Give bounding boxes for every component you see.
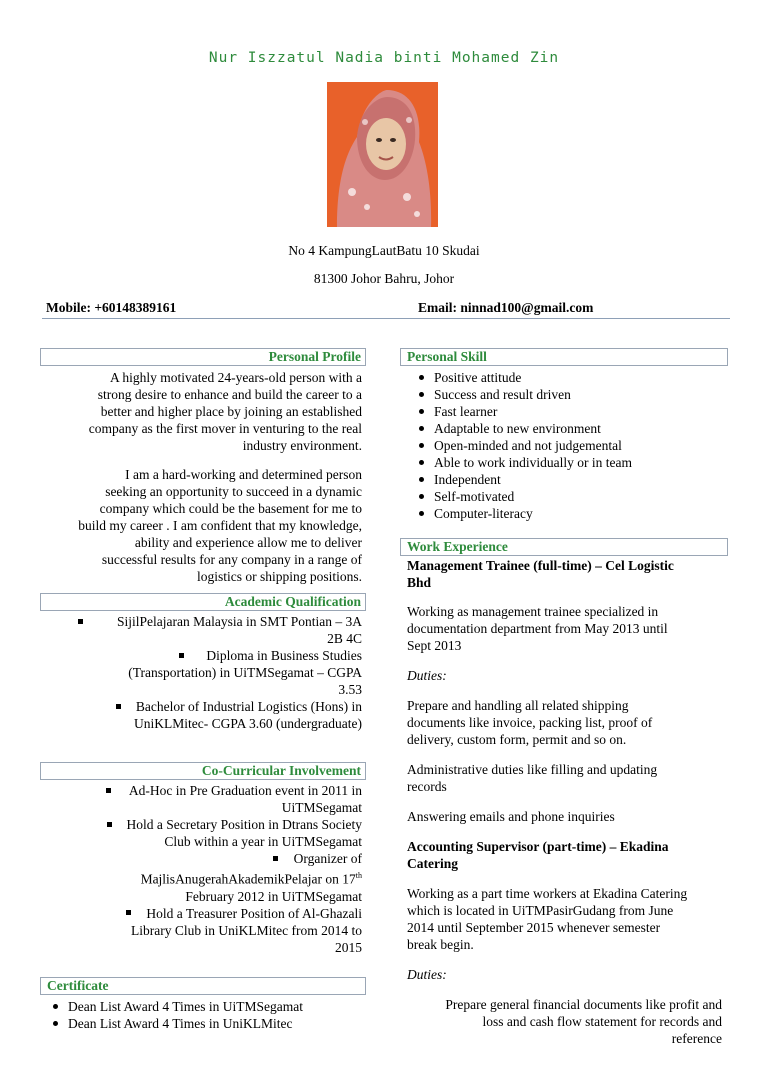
bullet-icon [419,511,424,516]
square-bullet-icon [106,788,111,793]
skill-item: Open-minded and not judgemental [408,437,728,454]
cocurricular-item-cont: February 2012 in UiTMSegamat [185,888,362,904]
duty-line: reference [671,1031,722,1046]
cocurricular-item-cont: Club within a year in UiTMSegamat [164,834,362,849]
personal-skill-list [408,369,728,522]
job-desc-line: Working as a part time workers at Ekadina Catering [407,886,688,901]
personal-skill-heading: Personal Skill [400,348,728,366]
personal-profile-text [42,369,362,585]
job-desc-line: 2014 until September 2015 whenever semester [407,920,661,935]
profile-line: industry environment. [242,438,362,453]
job-title-line: Accounting Supervisor (part-time) – Ekadina [407,839,669,854]
job-title-line: Management Trainee (full-time) – Cel Logistic [407,558,674,573]
square-bullet-icon [126,910,131,915]
job-desc-line: documentation department from May 2013 until [407,621,668,636]
candidate-name: Nur Iszzatul Nadia binti Mohamed Zin [208,50,560,66]
bullet-icon [53,1021,58,1026]
profile-line: better and higher place by joining an established [100,404,362,419]
cocurricular-item-cont: Library Club in UniKLMitec from 2014 to [131,922,362,938]
cocurricular-item-cont: 2015 [335,939,362,955]
profile-line: ability and experience allow me to deliver [134,535,362,550]
bullet-icon [419,426,424,431]
duty-line: records [407,779,447,794]
job-title-line: Bhd [407,575,432,590]
bullet-icon [419,443,424,448]
cocurricular-heading: Co-Curricular Involvement [40,762,366,780]
bullet-icon [419,392,424,397]
academic-item-cont: 3.53 [338,682,362,697]
profile-photo-image [327,82,438,227]
skill-item: Positive attitude [408,369,728,386]
bullet-icon [419,477,424,482]
profile-line: successful results for any company in a range of [101,552,362,567]
cocurricular-list [42,782,362,956]
cocurricular-item-cont: UiTMSegamat [281,800,362,815]
profile-line: A highly motivated 24-years-old person with a [110,370,362,385]
certificate-heading: Certificate [40,977,366,995]
address-line-2: 81300 Johor Bahru, Johor [313,271,455,286]
academic-item: SijilPelajaran Malaysia in SMT Pontian – 3A [42,613,362,630]
duty-line: loss and cash flow statement for records and [482,1014,722,1029]
duty-line: delivery, custom form, permit and so on. [407,732,627,747]
skill-item: Success and result driven [408,386,728,403]
work-experience-content [407,557,727,1047]
duties-label: Duties: [407,668,447,683]
skill-item: Computer-literacy [408,505,728,522]
academic-heading: Academic Qualification [40,593,366,611]
duty-line: Administrative duties like filling and updating [407,762,658,777]
bullet-icon [419,494,424,499]
job-desc-line: Sept 2013 [407,638,462,653]
profile-line: seeking an opportunity to succeed in a dynamic [105,484,362,499]
duty-line: Prepare general financial documents like profit and [445,997,722,1012]
header-divider [42,318,730,319]
job-desc-line: Working as management trainee specialized in [407,604,659,619]
mobile-number: Mobile: +60148389161 [46,300,177,315]
profile-photo [327,82,438,227]
profile-line: company which could be the basement for me to [99,501,362,516]
academic-item-cont: (Transportation) in UiTMSegamat – CGPA [128,665,362,680]
profile-line: build my career . I am confident that my knowledge, [78,518,362,533]
personal-profile-heading: Personal Profile [40,348,366,366]
skill-item: Able to work individually or in team [408,454,728,471]
skill-item: Independent [408,471,728,488]
square-bullet-icon [107,822,112,827]
square-bullet-icon [116,704,121,709]
duties-label: Duties: [407,967,447,982]
certificate-list [42,998,362,1032]
academic-item: Diploma in Business Studies [42,647,362,664]
profile-line: logistics or shipping positions. [196,569,362,584]
square-bullet-icon [179,653,184,658]
job-desc-line: which is located in UiTMPasirGudang from June [407,903,674,918]
profile-line: company as the first mover in venturing to the real [88,421,362,436]
duty-line: documents like invoice, packing list, proof of [407,715,653,730]
academic-list [42,613,362,732]
job-desc-line: break begin. [407,937,474,952]
work-experience-heading: Work Experience [400,538,728,556]
profile-line: strong desire to enhance and build the career to a [97,387,362,402]
address-line-1: No 4 KampungLautBatu 10 Skudai [288,243,480,258]
cocurricular-item-cont: MajlisAnugerahAkademikPelajar on 17th [140,871,362,887]
duty-line: Prepare and handling all related shipping [407,698,629,713]
bullet-icon [419,409,424,414]
academic-item-cont: UniKLMitec- CGPA 3.60 (undergraduate) [134,716,362,731]
bullet-icon [419,375,424,380]
certificate-item: Dean List Award 4 Times in UniKLMitec [42,1015,362,1032]
duty-line: Answering emails and phone inquiries [407,809,615,824]
job-title-line: Catering [407,856,458,871]
bullet-icon [419,460,424,465]
skill-item: Self-motivated [408,488,728,505]
academic-item: Bachelor of Industrial Logistics (Hons) in [42,698,362,715]
email-address: Email: ninnad100@gmail.com [418,300,594,315]
skill-item: Fast learner [408,403,728,420]
bullet-icon [53,1004,58,1009]
cocurricular-item: Ad-Hoc in Pre Graduation event in 2011 in [42,782,362,799]
academic-item-cont: 2B 4C [327,631,362,646]
cocurricular-item: Organizer of [42,850,362,867]
cocurricular-item: Hold a Treasurer Position of Al-Ghazali [42,905,362,922]
certificate-item: Dean List Award 4 Times in UiTMSegamat [42,998,362,1015]
square-bullet-icon [78,619,83,624]
profile-line: I am a hard-working and determined person [125,467,362,482]
skill-item: Adaptable to new environment [408,420,728,437]
square-bullet-icon [273,856,278,861]
cocurricular-item: Hold a Secretary Position in Dtrans Society [42,816,362,833]
